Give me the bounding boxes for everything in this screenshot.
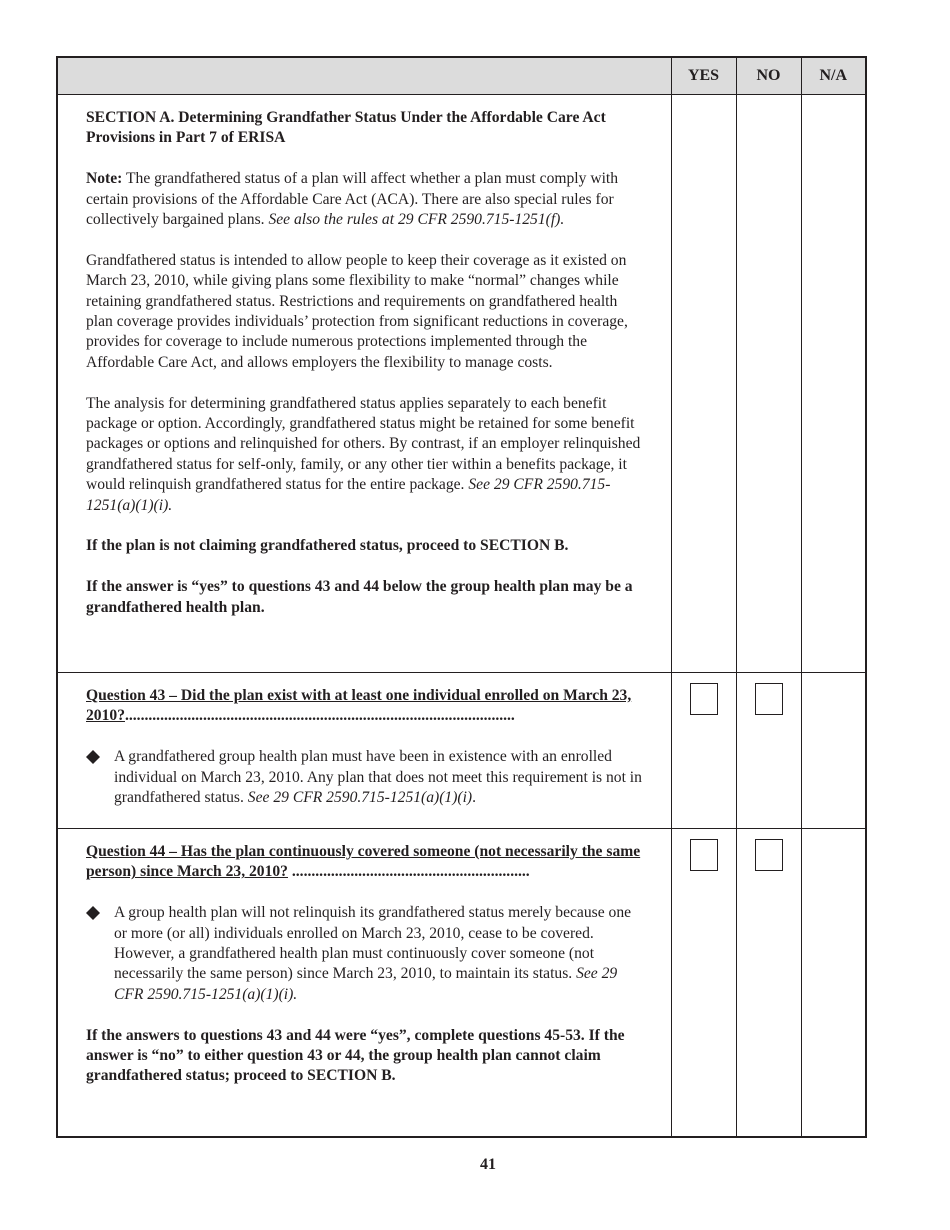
question-43-yes-checkbox[interactable] <box>690 683 718 715</box>
section-a-no-cell <box>736 95 801 673</box>
note-citation: See also the rules at 29 CFR 2590.715-1251(f). <box>268 211 565 229</box>
question-44-no-checkbox[interactable] <box>755 839 783 871</box>
question-44-leader: ............................................................. <box>287 863 530 881</box>
question-43-title: Question 43 – Did the plan exist with at least one individual enrolled on March 23, 2010? <box>86 687 632 725</box>
question-44-citation: See 29 CFR 2590.715-1251(a)(1)(i). <box>114 965 618 1003</box>
question-43-yes-cell <box>671 673 736 829</box>
section-a-cell <box>57 95 671 673</box>
question-43-bullet <box>86 747 643 808</box>
question-44-bullet-text: A group health plan will not relinquish its grandfathered status merely because one or more (or all) individuals enrolled on March 23, 2010, cease to be covered. However, a grandfathered health plan must continuously cover someone (not necessarily the same person) since March 23, 2010, to maintain its status. <box>114 904 632 983</box>
section-a-instruction-2: If the answer is “yes” to questions 43 and 44 below the group health plan may be a grandfathered health plan. <box>86 578 633 616</box>
question-44-no-cell <box>736 829 801 1137</box>
page-number: 41 <box>480 1156 496 1173</box>
question-43-citation: See 29 CFR 2590.715-1251(a)(1)(i) <box>247 789 473 807</box>
diamond-bullet-icon <box>86 906 100 920</box>
section-a-note <box>86 169 643 230</box>
question-43-row <box>57 673 866 829</box>
question-43-leader: .................................................................................................... <box>124 707 515 725</box>
question-44-na-cell <box>801 829 866 1137</box>
checklist-table <box>56 56 867 1138</box>
question-44-yes-cell <box>671 829 736 1137</box>
question-43-cell <box>57 673 671 829</box>
section-a-na-cell <box>801 95 866 673</box>
header-row <box>57 57 866 95</box>
question-44-heading <box>86 842 643 883</box>
section-a-yes-cell <box>671 95 736 673</box>
header-blank <box>57 57 671 95</box>
header-no: NO <box>736 57 801 95</box>
question-43-no-cell <box>736 673 801 829</box>
paragraph-2-text: The analysis for determining grandfathered status applies separately to each benefit package or option. Accordingly, grandfathered status might be retained for some benefit packages or options and relinquished for others. By contrast, if an employer relinquished grandfathered status for self-only, family, or any other tier within a benefits package, it would relinquish grandfathered status for the entire package. <box>86 394 641 494</box>
section-a-instruction-1: If the plan is not claiming grandfathered status, proceed to SECTION B. <box>86 537 569 555</box>
question-43-na-cell <box>801 673 866 829</box>
question-44-instruction: If the answers to questions 43 and 44 were “yes”, complete questions 45-53. If the answer is “no” to either question 43 or 44, the group health plan cannot claim grandfathered status; proceed to SECTION B. <box>86 1026 625 1085</box>
question-43-no-checkbox[interactable] <box>755 683 783 715</box>
section-a-paragraph-1: Grandfathered status is intended to allow people to keep their coverage as it existed on March 23, 2010, while giving plans some flexibility to make “normal” changes while retaining grandfathered status. Restrictions and requirements on grandfathered health plan coverage provides individuals’ protection from significant reductions in coverage, provides for coverage to include numerous protections implemented through the Affordable Care Act, and allows employers the flexibility to manage costs. <box>86 251 628 371</box>
question-43-heading <box>86 686 643 727</box>
section-a-paragraph-2 <box>86 394 643 516</box>
question-44-yes-checkbox[interactable] <box>690 839 718 871</box>
question-43-bullet-text: A grandfathered group health plan must have been in existence with an enrolled individual on March 23, 2010. Any plan that does not meet this requirement is not in grandfathered status. <box>114 748 642 807</box>
question-44-row <box>57 829 866 1137</box>
question-43-bullet-end: . <box>472 789 477 807</box>
question-44-bullet <box>86 903 643 1005</box>
question-44-cell <box>57 829 671 1137</box>
paragraph-2-citation: See 29 CFR 2590.715-1251(a)(1)(i). <box>86 476 611 514</box>
section-a-title: SECTION A. Determining Grandfather Status Under the Affordable Care Act Provisions in Part 7 of ERISA <box>86 109 606 147</box>
note-label: Note: <box>86 170 123 188</box>
section-a-row <box>57 95 866 673</box>
diamond-bullet-icon <box>86 750 100 764</box>
question-44-title: Question 44 – Has the plan continuously covered someone (not necessarily the same person) since March 23, 2010? <box>86 843 641 881</box>
header-yes: YES <box>671 57 736 95</box>
note-text: The grandfathered status of a plan will affect whether a plan must comply with certain provisions of the Affordable Care Act (ACA). There are also special rules for collectively bargained plans. <box>86 170 619 229</box>
header-na: N/A <box>801 57 866 95</box>
